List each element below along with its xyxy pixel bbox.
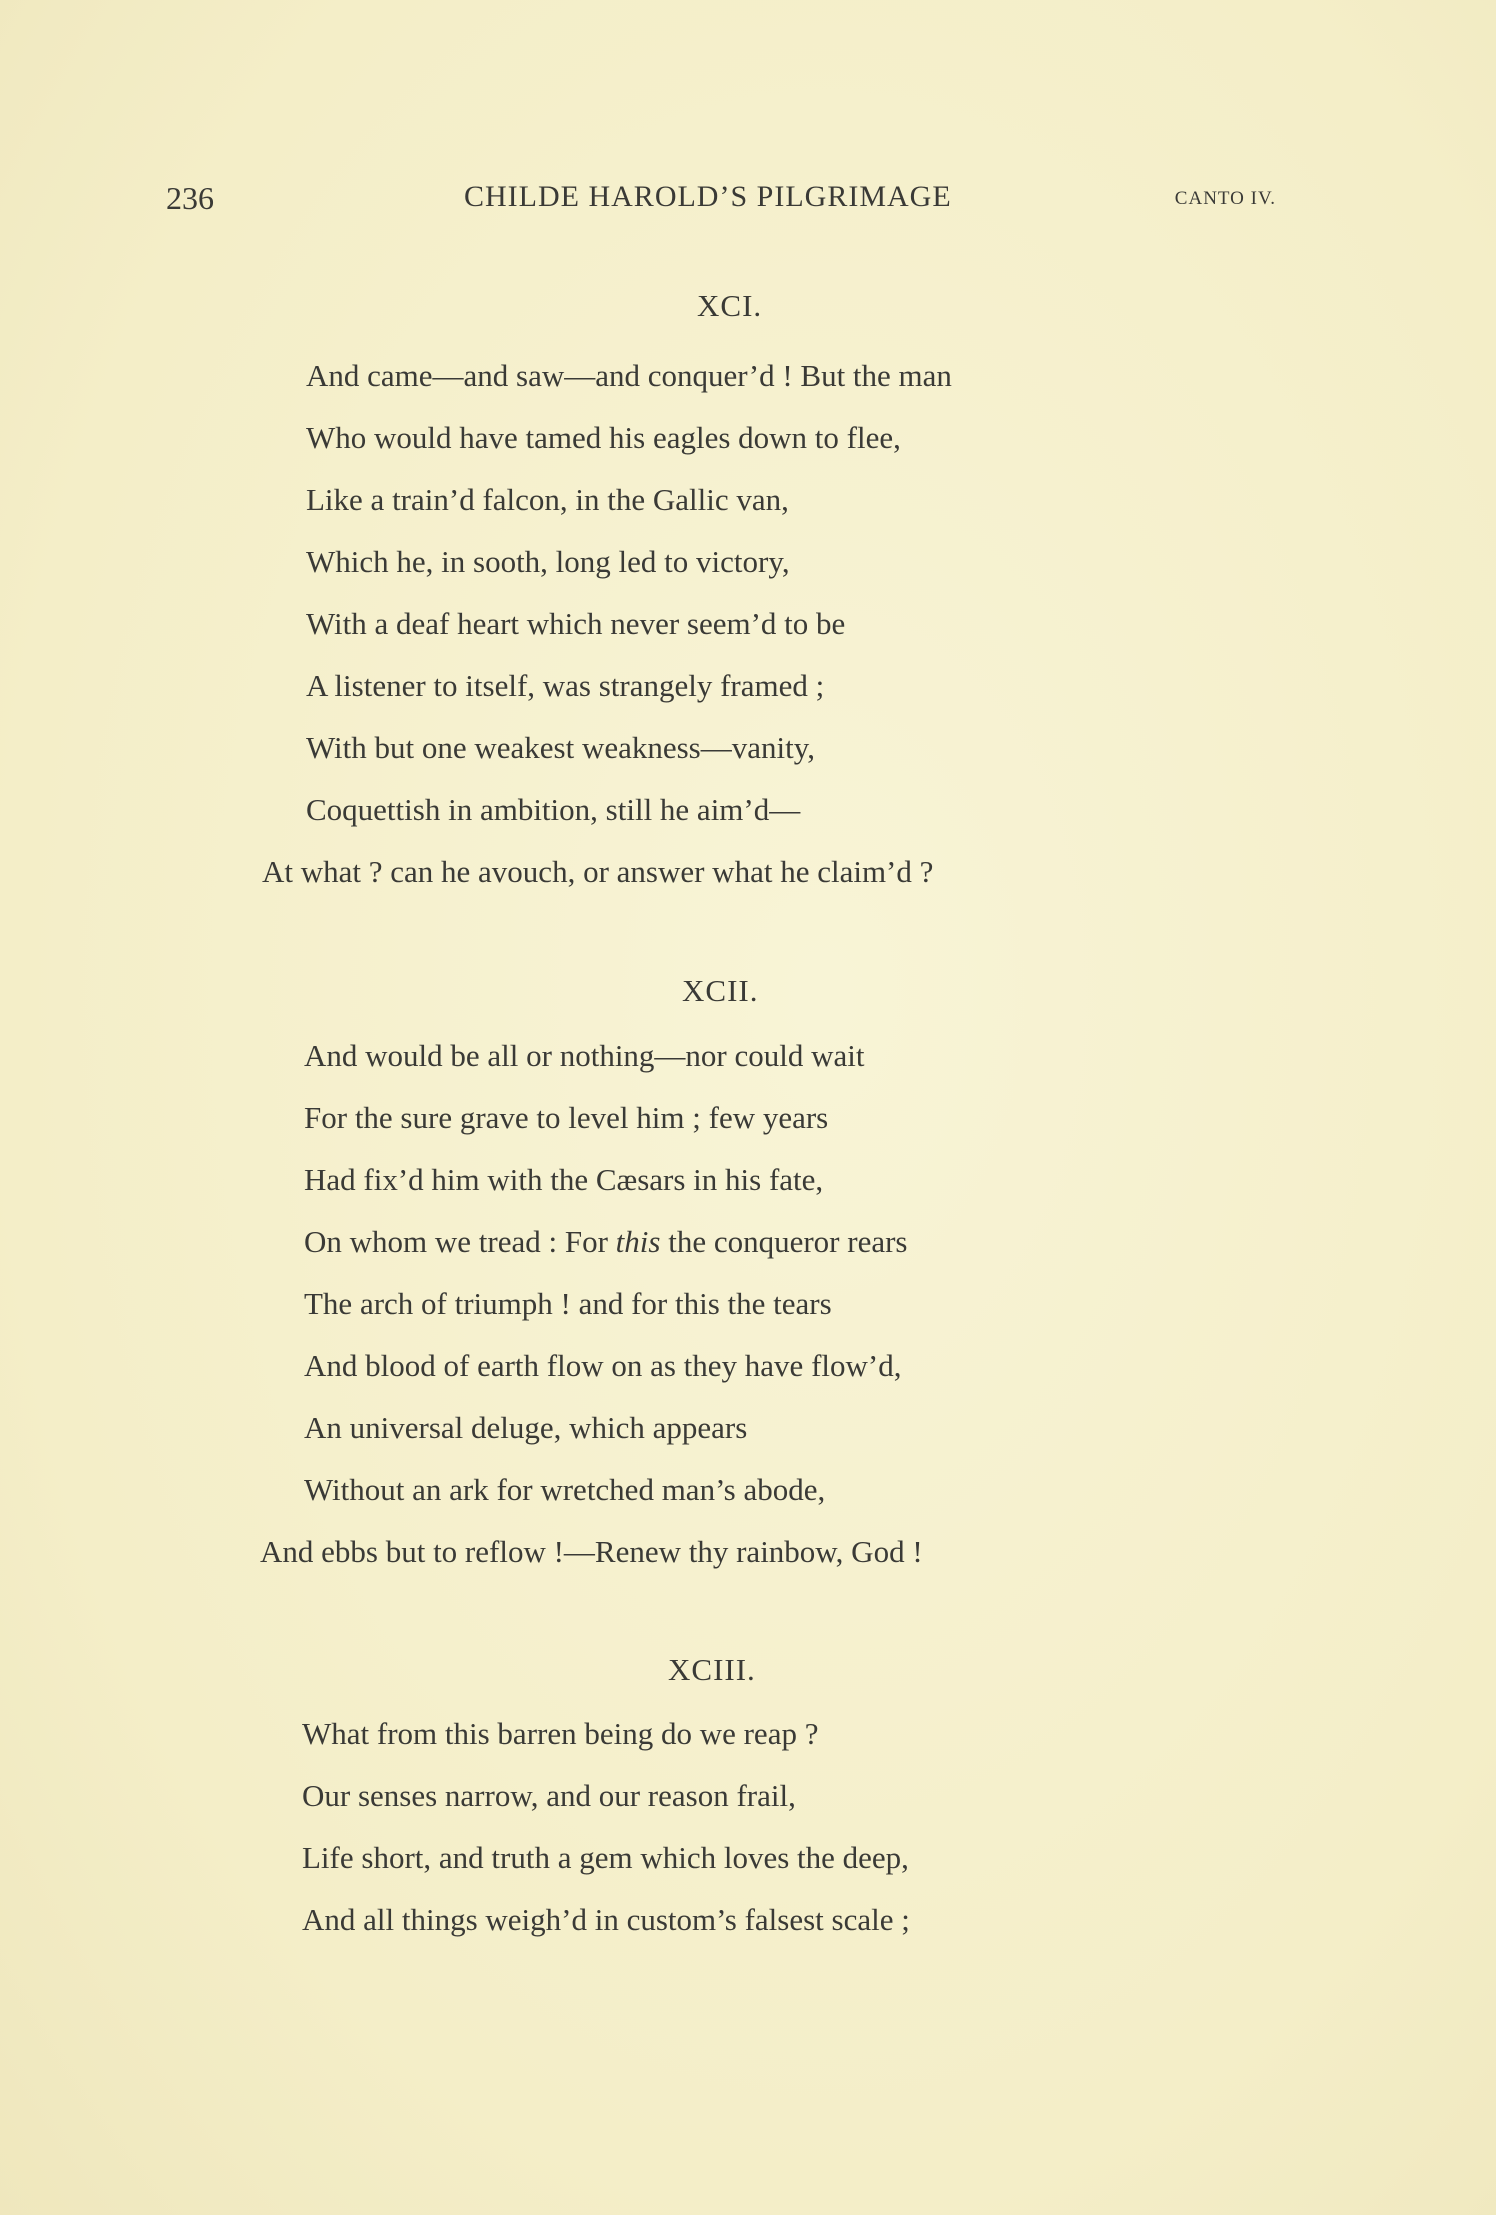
stanza-number: XCIII. <box>668 1652 756 1687</box>
verse-line: Without an ark for wretched man’s abode, <box>304 1472 826 1507</box>
verse-line: Our senses narrow, and our reason frail, <box>302 1778 796 1813</box>
canto-label: CANTO IV. <box>1174 188 1276 209</box>
stanza-number: XCI. <box>697 288 763 323</box>
verse-line: The arch of triumph ! and for this the tears <box>304 1286 832 1321</box>
emphasis-word: this <box>615 1224 661 1259</box>
verse-line: On whom we tread : For this the conqueror rears <box>304 1224 908 1259</box>
verse-line: Like a train’d falcon, in the Gallic van, <box>306 482 789 517</box>
running-title: CHILDE HAROLD’S PILGRIMAGE <box>464 180 952 213</box>
verse-line: What from this barren being do we reap ? <box>302 1716 819 1751</box>
verse-line: With a deaf heart which never seem’d to be <box>306 606 846 641</box>
verse-line: With but one weakest weakness—vanity, <box>306 730 815 765</box>
verse-line: Coquettish in ambition, still he aim’d— <box>306 792 801 827</box>
verse-line-alexandrine: At what ? can he avouch, or answer what he claim’d ? <box>262 854 934 889</box>
verse-line: A listener to itself, was strangely framed ; <box>306 668 825 703</box>
stanza-number: XCII. <box>682 973 759 1008</box>
running-header <box>166 180 1276 230</box>
verse-line: And blood of earth flow on as they have flow’d, <box>304 1348 902 1383</box>
verse-line: And came—and saw—and conquer’d ! But the man <box>306 358 952 393</box>
verse-line: And all things weigh’d in custom’s falsest scale ; <box>302 1902 910 1937</box>
verse-line: Which he, in sooth, long led to victory, <box>306 544 790 579</box>
verse-line: Life short, and truth a gem which loves the deep, <box>302 1840 909 1875</box>
verse-line: Who would have tamed his eagles down to flee, <box>306 420 901 455</box>
verse-line: For the sure grave to level him ; few years <box>304 1100 829 1135</box>
verse-line: Had fix’d him with the Cæsars in his fate, <box>304 1162 824 1197</box>
page-number: 236 <box>166 180 214 216</box>
verse-line: And would be all or nothing—nor could wait <box>304 1038 865 1073</box>
verse-line: An universal deluge, which appears <box>304 1410 748 1445</box>
verse-line-alexandrine: And ebbs but to reflow !—Renew thy rainbow, God ! <box>260 1534 923 1569</box>
